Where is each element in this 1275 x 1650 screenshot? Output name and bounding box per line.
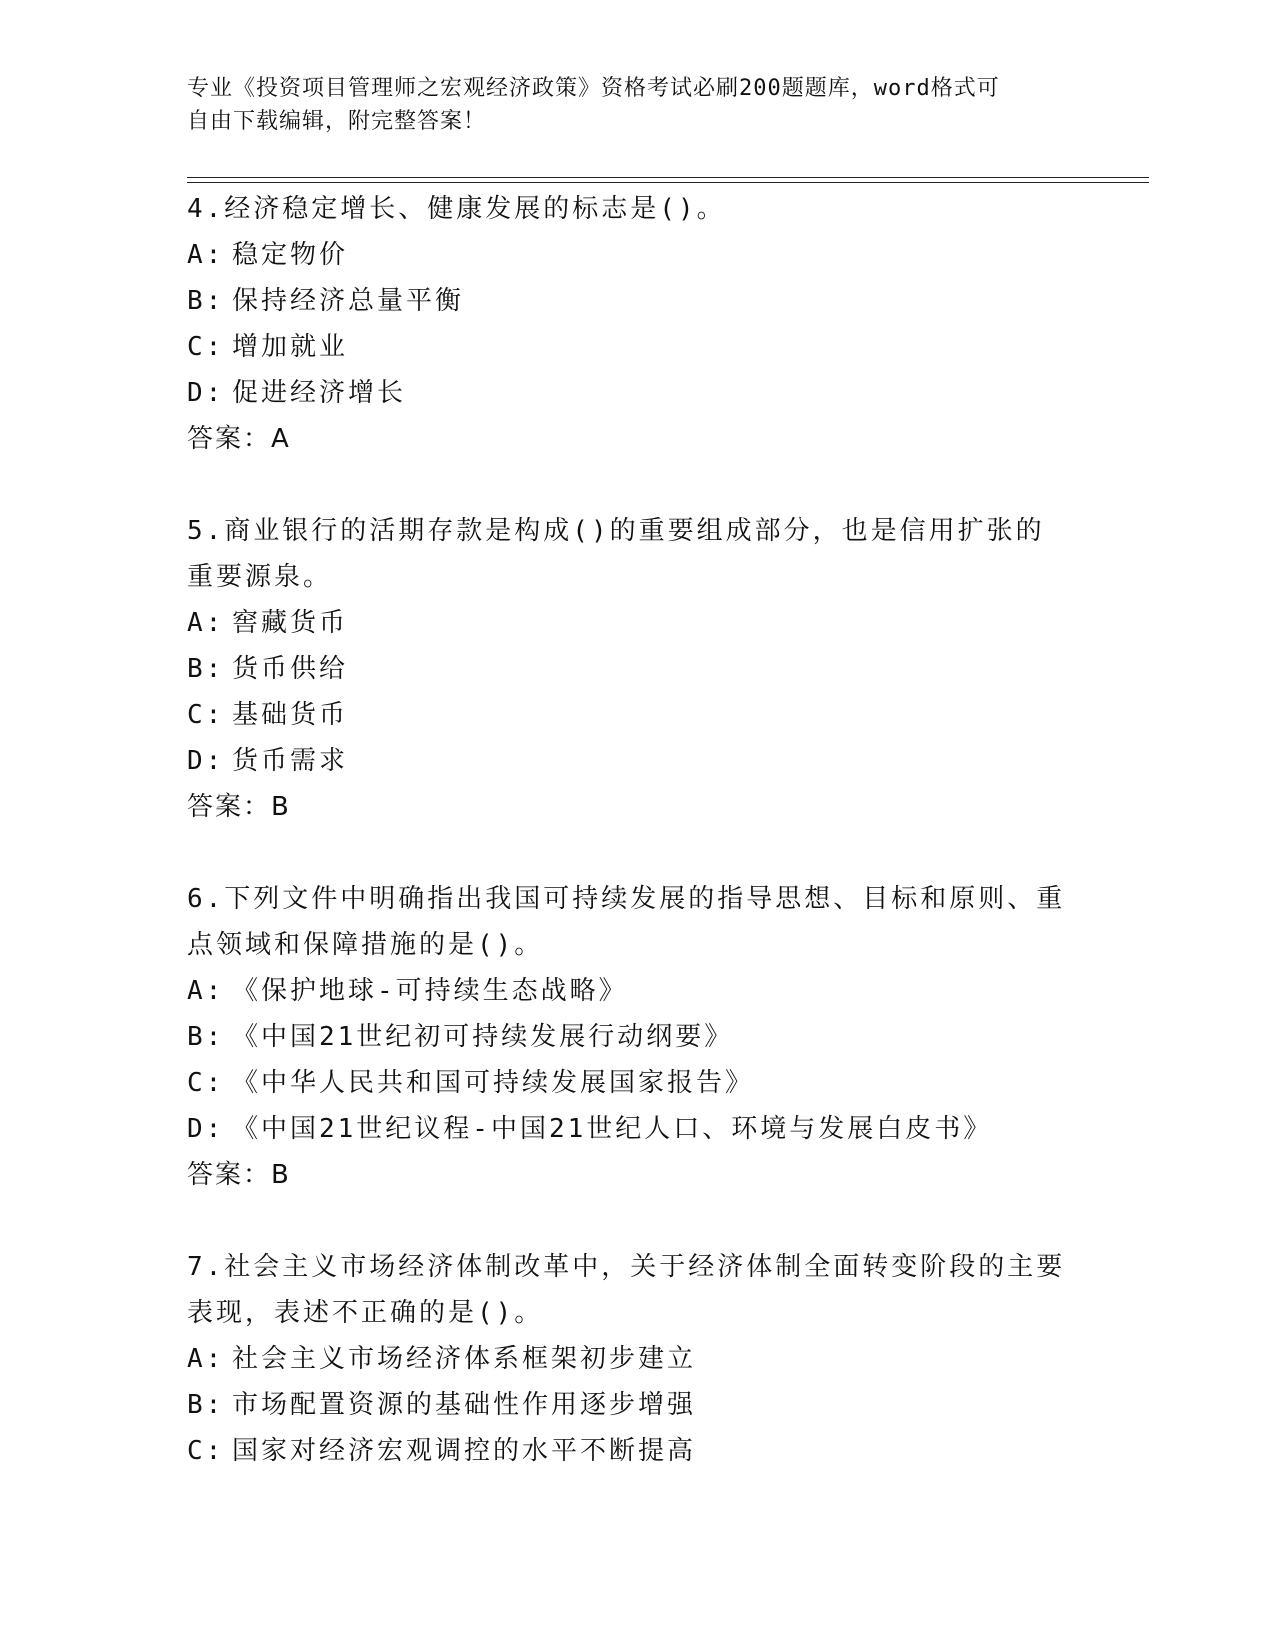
option-b: [187, 278, 1067, 324]
header-divider-bottom: [187, 182, 1149, 183]
option-letter: A:: [187, 1344, 225, 1374]
question-stem: 5.商业银行的活期存款是构成()的重要组成部分，也是信用扩张的重要源泉。: [187, 516, 1045, 592]
option-b: [187, 646, 1067, 692]
question-4: [187, 186, 1067, 462]
option-a: [187, 1336, 1067, 1382]
option-letter: A:: [187, 608, 225, 638]
option-letter: B:: [187, 1390, 225, 1420]
option-c: [187, 1428, 1067, 1474]
question-5: [187, 508, 1067, 830]
spacer: [187, 1198, 1067, 1244]
spacer: [187, 830, 1067, 876]
header-divider-top: [187, 177, 1149, 178]
answer: 答案：B: [187, 1160, 291, 1190]
option-letter: B:: [187, 1022, 225, 1052]
option-letter: C:: [187, 1068, 225, 1098]
question-6: [187, 876, 1067, 1198]
document-header: [187, 72, 1067, 138]
option-letter: D:: [187, 378, 225, 408]
option-text: 基础货币: [232, 700, 349, 730]
answer: 答案：B: [187, 792, 291, 822]
question-stem: 6.下列文件中明确指出我国可持续发展的指导思想、目标和原则、重点领域和保障措施的是()。: [187, 884, 1066, 960]
option-c: [187, 692, 1067, 738]
option-d: [187, 1106, 1067, 1152]
option-a: [187, 600, 1067, 646]
option-letter: B:: [187, 286, 225, 316]
option-c: [187, 1060, 1067, 1106]
option-a: [187, 232, 1067, 278]
option-letter: A:: [187, 976, 225, 1006]
option-letter: D:: [187, 746, 225, 776]
option-text: 窖藏货币: [232, 608, 349, 638]
option-b: [187, 1382, 1067, 1428]
option-letter: C:: [187, 1436, 225, 1466]
option-b: [187, 1014, 1067, 1060]
header-line-1: 专业《投资项目管理师之宏观经济政策》资格考试必刷200题题库，word格式可: [187, 76, 1000, 101]
option-letter: B:: [187, 654, 225, 684]
question-7: [187, 1244, 1067, 1474]
option-a: [187, 968, 1067, 1014]
option-letter: C:: [187, 700, 225, 730]
option-d: [187, 370, 1067, 416]
option-text: 国家对经济宏观调控的水平不断提高: [232, 1436, 697, 1466]
option-text: 稳定物价: [232, 240, 349, 270]
option-c: [187, 324, 1067, 370]
option-text: 保持经济总量平衡: [232, 286, 465, 316]
option-d: [187, 738, 1067, 784]
spacer: [187, 462, 1067, 508]
option-text: 《中国21世纪初可持续发展行动纲要》: [232, 1022, 734, 1052]
question-stem: 7.社会主义市场经济体制改革中，关于经济体制全面转变阶段的主要表现，表述不正确的是()。: [187, 1252, 1066, 1328]
option-letter: A:: [187, 240, 225, 270]
option-text: 增加就业: [232, 332, 349, 362]
option-text: 《中华人民共和国可持续发展国家报告》: [232, 1068, 755, 1098]
question-list: [187, 186, 1067, 1474]
option-text: 货币供给: [232, 654, 349, 684]
header-line-2: 自由下载编辑，附完整答案！: [187, 109, 487, 134]
option-text: 促进经济增长: [232, 378, 407, 408]
option-text: 《中国21世纪议程-中国21世纪人口、环境与发展白皮书》: [232, 1114, 993, 1144]
option-text: 市场配置资源的基础性作用逐步增强: [232, 1390, 697, 1420]
option-letter: D:: [187, 1114, 225, 1144]
question-stem: 4.经济稳定增长、健康发展的标志是()。: [187, 194, 726, 224]
option-text: 货币需求: [232, 746, 349, 776]
option-text: 社会主义市场经济体系框架初步建立: [232, 1344, 697, 1374]
option-text: 《保护地球-可持续生态战略》: [232, 976, 628, 1006]
answer: 答案：A: [187, 424, 291, 454]
option-letter: C:: [187, 332, 225, 362]
